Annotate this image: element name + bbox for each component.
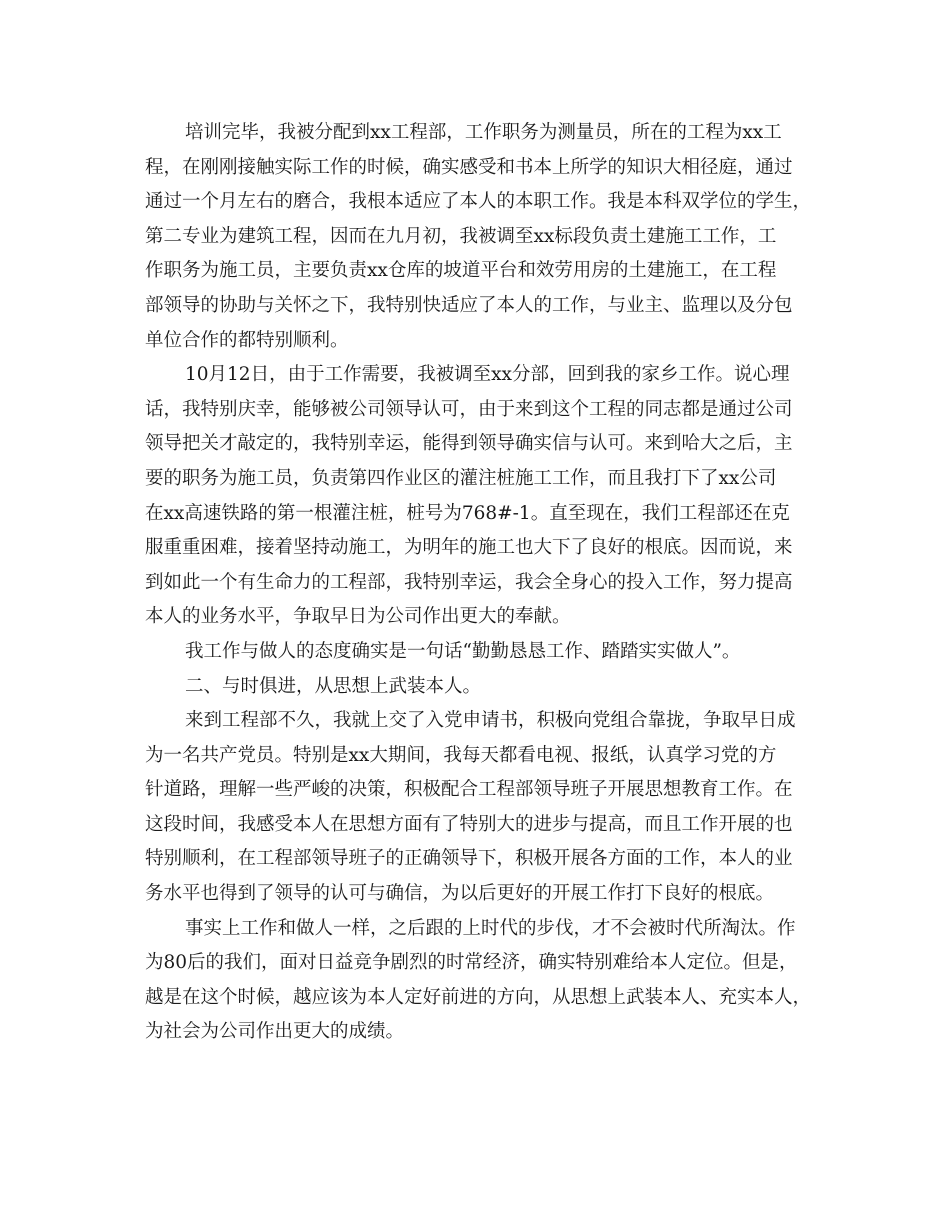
text-line: 我工作与做人的态度确实是一句话“勤勤恳恳工作、踏踏实实做人”。 bbox=[185, 640, 741, 662]
text-line: 这段时间，我感受本人在思想方面有了特别大的进步与提高，而且工作开展的也 bbox=[145, 813, 793, 835]
text-line: 为80后的我们，面对日益竞争剧烈的时常经济，确实特别难给本人定位。但是， bbox=[145, 952, 798, 974]
text-line: 部领导的协助与关怀之下，我特别快适应了本人的工作，与业主、监理以及分包 bbox=[145, 294, 793, 316]
text-line: 到如此一个有生命力的工程部，我特别幸运，我会全身心的投入工作，努力提高 bbox=[145, 571, 793, 593]
text-line: 针道路，理解一些严峻的决策，积极配合工程部领导班子开展思想教育工作。在 bbox=[145, 779, 793, 801]
text-line: 作职务为施工员，主要负责xx仓库的坡道平台和效劳用房的土建施工，在工程 bbox=[145, 260, 777, 282]
text-line: 越是在这个时候，越应该为本人定好前进的方向，从思想上武装本人、充实本人， bbox=[145, 986, 812, 1008]
text-line: 要的职务为施工员，负责第四作业区的灌注桩施工工作，而且我打下了xx公司 bbox=[145, 467, 777, 489]
text-line: 服重重困难，接着坚持动施工，为明年的施工也大下了良好的根底。因而说，来 bbox=[145, 537, 793, 559]
text-line: 来到工程部不久，我就上交了入党申请书，积极向党组合靠拢，争取早日成 bbox=[185, 710, 796, 732]
text-line: 为一名共产党员。特别是xx大期间，我每天都看电视、报纸，认真学习党的方 bbox=[145, 744, 777, 766]
text-line: 务水平也得到了领导的认可与确信，为以后更好的开展工作打下良好的根底。 bbox=[145, 883, 775, 905]
text-line: 通过一个月左右的磨合，我根本适应了本人的本职工作。我是本科双学位的学生， bbox=[145, 191, 812, 213]
text-line: 领导把关才敲定的，我特别幸运，能得到领导确实信与认可。来到哈大之后，主 bbox=[145, 433, 793, 455]
text-line: 事实上工作和做人一样，之后跟的上时代的步伐，才不会被时代所淘汰。作 bbox=[185, 917, 796, 939]
text-line: 为社会为公司作出更大的成绩。 bbox=[145, 1021, 405, 1043]
text-line: 第二专业为建筑工程，因而在九月初，我被调至xx标段负责土建施工工作，工 bbox=[145, 225, 777, 247]
text-line: 培训完毕，我被分配到xx工程部，工作职务为测量员，所在的工程为xx工 bbox=[185, 122, 782, 143]
text-line: 单位合作的都特别顺利。 bbox=[145, 329, 349, 351]
text-line: 程，在刚刚接触实际工作的时候，确实感受和书本上所学的知识大相径庭，通过 bbox=[145, 156, 793, 178]
text-line: 话，我特别庆幸，能够被公司领导认可，由于来到这个工程的同志都是通过公司 bbox=[145, 398, 793, 420]
text-line: 在xx高速铁路的第一根灌注桩，桩号为768#-1。直至现在，我们工程部还在克 bbox=[145, 502, 790, 524]
section-heading: 二、与时俱进，从思想上武装本人。 bbox=[185, 675, 482, 697]
text-line: 特别顺利，在工程部领导班子的正确领导下，积极开展各方面的工作，本人的业 bbox=[145, 848, 793, 870]
text-line: 本人的业务水平，争取早日为公司作出更大的奉献。 bbox=[145, 606, 571, 628]
text-line: 10月12日，由于工作需要，我被调至xx分部，回到我的家乡工作。说心理 bbox=[185, 364, 790, 386]
document-body bbox=[145, 116, 810, 1050]
